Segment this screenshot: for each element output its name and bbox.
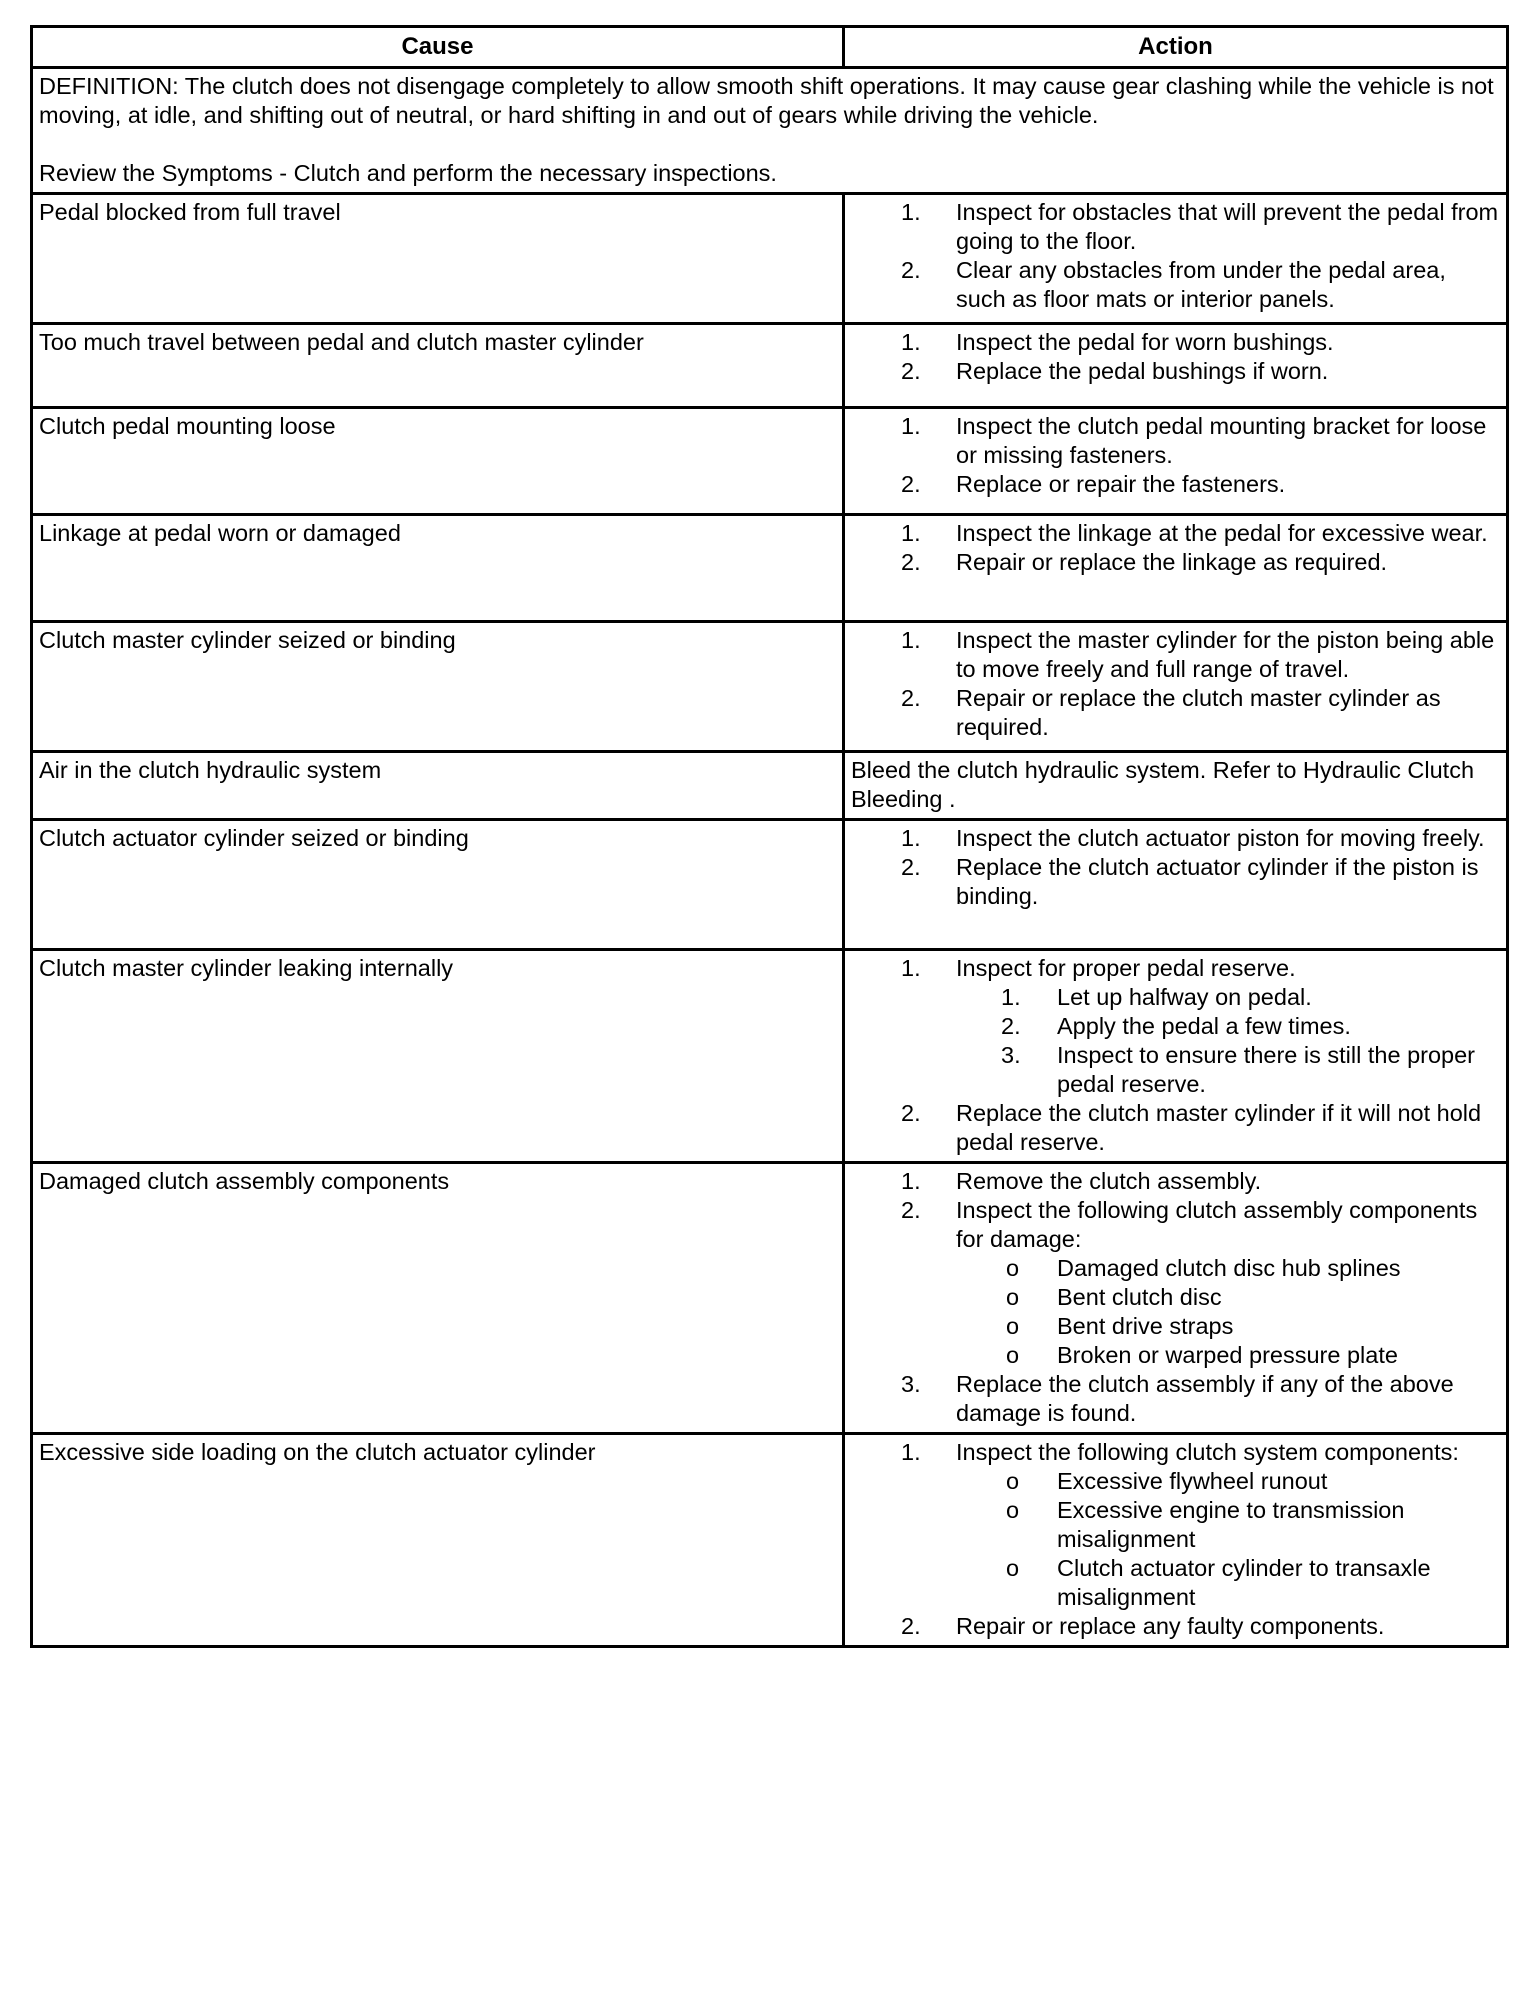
- action-steps: [851, 1438, 1500, 1641]
- step-number: 2.: [901, 1100, 921, 1126]
- step-text: Remove the clutch assembly.: [956, 1168, 1262, 1194]
- sub-step-item: [851, 983, 1500, 1012]
- step-text: Inspect the linkage at the pedal for excessive wear.: [956, 520, 1488, 546]
- step-item: [851, 328, 1500, 357]
- step-text: Inspect for proper pedal reserve.: [956, 955, 1296, 981]
- table-row: [32, 1163, 1508, 1434]
- step-text: Replace or repair the fasteners.: [956, 471, 1286, 497]
- step-number: 2.: [901, 549, 921, 575]
- sub-step-text: Let up halfway on pedal.: [1057, 984, 1312, 1010]
- table-row: [32, 752, 1508, 820]
- bullet-item: [851, 1554, 1500, 1612]
- sub-step-item: [851, 1041, 1500, 1099]
- bullet-mark: o: [1006, 1342, 1020, 1368]
- action-steps: [851, 954, 1500, 1157]
- bullet-text: Clutch actuator cylinder to transaxle misalignment: [1057, 1555, 1431, 1610]
- sub-step-number: 2.: [1001, 1013, 1021, 1039]
- review-text: Review the Symptoms - Clutch and perform the necessary inspections.: [39, 160, 777, 186]
- step-text: Repair or replace any faulty components.: [956, 1613, 1385, 1639]
- step-item: [851, 470, 1500, 499]
- step-number: 1.: [901, 1439, 921, 1465]
- step-item: [851, 412, 1500, 470]
- bullet-mark: o: [1006, 1555, 1020, 1581]
- step-number: 2.: [901, 471, 921, 497]
- cause-cell: Clutch actuator cylinder seized or binding: [32, 820, 844, 950]
- action-steps: [851, 626, 1500, 742]
- table-row: [32, 1434, 1508, 1647]
- step-item: [851, 519, 1500, 548]
- action-cell: [844, 408, 1508, 515]
- bullet-mark: o: [1006, 1284, 1020, 1310]
- step-item: [851, 853, 1500, 911]
- step-item: [851, 684, 1500, 742]
- sub-step-text: Inspect to ensure there is still the proper pedal reserve.: [1057, 1042, 1475, 1097]
- bullet-item: [851, 1312, 1500, 1341]
- action-cell: [844, 1434, 1508, 1647]
- bullet-text: Excessive flywheel runout: [1057, 1468, 1328, 1494]
- bullet-text: Broken or warped pressure plate: [1057, 1342, 1398, 1368]
- step-item: [851, 1370, 1500, 1428]
- sub-step-item: [851, 1012, 1500, 1041]
- cause-cell: Pedal blocked from full travel: [32, 194, 844, 324]
- sub-steps: [956, 983, 1500, 1099]
- step-item: [851, 1438, 1500, 1612]
- bullet-item: [851, 1467, 1500, 1496]
- step-item: [851, 357, 1500, 386]
- table-row: [32, 408, 1508, 515]
- step-number: 2.: [901, 854, 921, 880]
- step-item: [851, 1099, 1500, 1157]
- cause-cell: Clutch master cylinder leaking internally: [32, 950, 844, 1163]
- bullet-mark: o: [1006, 1313, 1020, 1339]
- cause-header: Cause: [32, 27, 844, 68]
- step-number: 2.: [901, 257, 921, 283]
- bullet-list: [956, 1254, 1500, 1370]
- action-cell: [844, 1163, 1508, 1434]
- action-cell: [844, 622, 1508, 752]
- cause-cell: Too much travel between pedal and clutch master cylinder: [32, 324, 844, 408]
- cause-cell: Clutch pedal mounting loose: [32, 408, 844, 515]
- step-text: Inspect for obstacles that will prevent the pedal from going to the floor.: [956, 199, 1499, 254]
- bullet-mark: o: [1006, 1255, 1020, 1281]
- step-number: 1.: [901, 955, 921, 981]
- bullet-text: Bent clutch disc: [1057, 1284, 1222, 1310]
- step-number: 1.: [901, 199, 921, 225]
- step-text: Inspect the clutch pedal mounting bracket for loose or missing fasteners.: [956, 413, 1487, 468]
- step-number: 1.: [901, 1168, 921, 1194]
- step-number: 2.: [901, 358, 921, 384]
- step-text: Repair or replace the clutch master cylinder as required.: [956, 685, 1441, 740]
- step-text: Inspect the master cylinder for the piston being able to move freely and full range of travel.: [956, 627, 1495, 682]
- action-header: Action: [844, 27, 1508, 68]
- cause-cell: Linkage at pedal worn or damaged: [32, 515, 844, 622]
- bullet-item: [851, 1254, 1500, 1283]
- step-number: 1.: [901, 413, 921, 439]
- step-text: Inspect the following clutch assembly components for damage:: [956, 1197, 1478, 1252]
- step-item: [851, 1196, 1500, 1370]
- table-row: [32, 950, 1508, 1163]
- action-steps: [851, 412, 1500, 499]
- step-text: Repair or replace the linkage as required.: [956, 549, 1388, 575]
- action-cell: [844, 194, 1508, 324]
- action-cell: [844, 324, 1508, 408]
- bullet-text: Bent drive straps: [1057, 1313, 1234, 1339]
- step-item: [851, 198, 1500, 256]
- step-text: Inspect the following clutch system components:: [956, 1439, 1459, 1465]
- cause-cell: Air in the clutch hydraulic system: [32, 752, 844, 820]
- action-steps: [851, 328, 1500, 386]
- header-row: [32, 27, 1508, 68]
- step-item: [851, 548, 1500, 577]
- step-text: Inspect the clutch actuator piston for moving freely.: [956, 825, 1485, 851]
- table-row: [32, 324, 1508, 408]
- action-cell: [844, 820, 1508, 950]
- sub-step-number: 1.: [1001, 984, 1021, 1010]
- step-item: [851, 256, 1500, 314]
- cause-cell: Clutch master cylinder seized or binding: [32, 622, 844, 752]
- action-steps: [851, 1167, 1500, 1428]
- bullet-text: Damaged clutch disc hub splines: [1057, 1255, 1401, 1281]
- action-text: Bleed the clutch hydraulic system. Refer to Hydraulic Clutch Bleeding .: [851, 757, 1475, 812]
- sub-step-text: Apply the pedal a few times.: [1057, 1013, 1351, 1039]
- action-cell: [844, 515, 1508, 622]
- table-row: [32, 194, 1508, 324]
- step-text: Replace the clutch actuator cylinder if the piston is binding.: [956, 854, 1479, 909]
- step-item: [851, 1167, 1500, 1196]
- sub-step-number: 3.: [1001, 1042, 1021, 1068]
- action-steps: [851, 198, 1500, 314]
- step-item: [851, 626, 1500, 684]
- step-number: 2.: [901, 1197, 921, 1223]
- definition-text: DEFINITION: The clutch does not disengage completely to allow smooth shift operations. It may cause gear clashing while the vehicle is not moving, at idle, and shifting out of neutral, or hard shifting in and out of gears while driving the vehicle.: [39, 73, 1494, 128]
- step-number: 1.: [901, 627, 921, 653]
- diagnostic-table: [30, 25, 1509, 1648]
- step-number: 3.: [901, 1371, 921, 1397]
- action-cell: [844, 950, 1508, 1163]
- step-number: 2.: [901, 1613, 921, 1639]
- action-cell: [844, 752, 1508, 820]
- step-item: [851, 954, 1500, 1099]
- table-row: [32, 820, 1508, 950]
- definition-row: [32, 68, 1508, 194]
- bullet-item: [851, 1341, 1500, 1370]
- step-text: Replace the clutch assembly if any of the above damage is found.: [956, 1371, 1454, 1426]
- bullet-mark: o: [1006, 1468, 1020, 1494]
- table-body: [32, 68, 1508, 1647]
- bullet-item: [851, 1496, 1500, 1554]
- step-text: Replace the pedal bushings if worn.: [956, 358, 1329, 384]
- table-row: [32, 622, 1508, 752]
- bullet-mark: o: [1006, 1497, 1020, 1523]
- step-item: [851, 1612, 1500, 1641]
- action-steps: [851, 824, 1500, 911]
- table-row: [32, 515, 1508, 622]
- definition-cell: [32, 68, 1508, 194]
- step-text: Inspect the pedal for worn bushings.: [956, 329, 1334, 355]
- step-item: [851, 824, 1500, 853]
- step-number: 1.: [901, 329, 921, 355]
- bullet-item: [851, 1283, 1500, 1312]
- step-number: 1.: [901, 520, 921, 546]
- bullet-text: Excessive engine to transmission misalignment: [1057, 1497, 1405, 1552]
- step-number: 1.: [901, 825, 921, 851]
- cause-cell: Damaged clutch assembly components: [32, 1163, 844, 1434]
- bullet-list: [956, 1467, 1500, 1612]
- step-text: Clear any obstacles from under the pedal area, such as floor mats or interior panels.: [956, 257, 1446, 312]
- step-number: 2.: [901, 685, 921, 711]
- cause-cell: Excessive side loading on the clutch actuator cylinder: [32, 1434, 844, 1647]
- action-steps: [851, 519, 1500, 577]
- step-text: Replace the clutch master cylinder if it will not hold pedal reserve.: [956, 1100, 1482, 1155]
